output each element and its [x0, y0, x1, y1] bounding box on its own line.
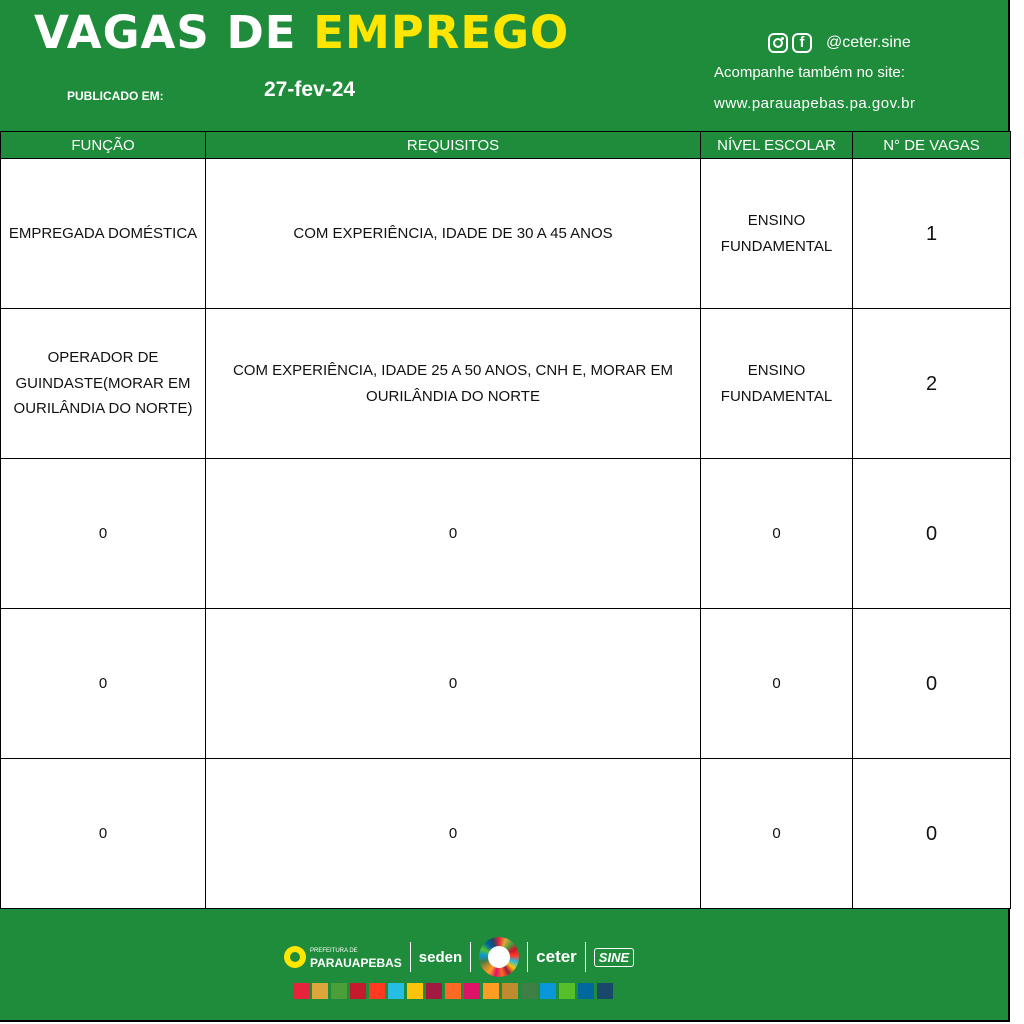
column-header-requisitos: REQUISITOS	[206, 132, 701, 159]
cell-funcao: 0	[1, 759, 206, 909]
cell-nivel: ENSINO FUNDAMENTAL	[701, 159, 853, 309]
sdg-icon	[578, 983, 594, 999]
cell-vagas: 1	[853, 159, 1011, 309]
prefeitura-logo	[284, 945, 402, 969]
title-white: VAGAS DE	[34, 6, 314, 59]
sdg-icon	[369, 983, 385, 999]
sdg-icon	[350, 983, 366, 999]
logo-divider	[470, 942, 471, 972]
cell-requisitos: 0	[206, 459, 701, 609]
table-row	[1, 609, 1011, 759]
facebook-icon[interactable]: f	[792, 33, 812, 53]
sdg-icon	[464, 983, 480, 999]
published-date: 27-fev-24	[264, 78, 356, 101]
cell-vagas: 0	[853, 459, 1011, 609]
parauapebas-logo-icon	[284, 946, 306, 968]
prefeitura-small-label: PREFEITURA DE	[310, 948, 358, 954]
column-header-vagas: N° DE VAGAS	[853, 132, 1011, 159]
prefeitura-label: PARAUAPEBAS	[310, 956, 402, 970]
logo-divider	[410, 942, 411, 972]
sdg-icon	[540, 983, 556, 999]
table-row	[1, 759, 1011, 909]
cell-vagas: 0	[853, 759, 1011, 909]
cell-nivel: 0	[701, 759, 853, 909]
seden-logo: seden	[418, 948, 463, 966]
column-header-nivel: NÍVEL ESCOLAR	[701, 132, 853, 159]
sdg-icon	[559, 983, 575, 999]
sine-logo: SINE	[594, 948, 634, 967]
social-links	[768, 30, 911, 56]
sdg-icon	[597, 983, 613, 999]
header	[0, 0, 1010, 131]
cell-requisitos: COM EXPERIÊNCIA, IDADE 25 A 50 ANOS, CNH E, MORAR EM OURILÂNDIA DO NORTE	[206, 309, 701, 459]
social-handle[interactable]: @ceter.sine	[826, 34, 911, 51]
sdg-icon	[521, 983, 537, 999]
table-row	[1, 159, 1011, 309]
cell-funcao: 0	[1, 609, 206, 759]
sdg-icon	[407, 983, 423, 999]
sdg-icon	[312, 983, 328, 999]
table-row	[1, 459, 1011, 609]
instagram-icon[interactable]	[768, 33, 788, 53]
column-header-funcao: FUNÇÃO	[1, 132, 206, 159]
published-label: PUBLICADO EM:	[67, 89, 164, 103]
table-header-row	[1, 132, 1011, 159]
logo-divider	[527, 942, 528, 972]
ceter-logo: ceter	[536, 947, 577, 966]
site-link[interactable]: www.parauapebas.pa.gov.br	[714, 95, 916, 112]
sdg-icon	[483, 983, 499, 999]
cell-funcao: EMPREGADA DOMÉSTICA	[1, 159, 206, 309]
sdg-icon	[445, 983, 461, 999]
follow-text: Acompanhe também no site:	[714, 64, 905, 81]
page-title	[34, 6, 569, 59]
cell-vagas: 0	[853, 609, 1011, 759]
sdg-icon	[502, 983, 518, 999]
sdg-icon	[331, 983, 347, 999]
sdg-goals-strip	[293, 983, 613, 1001]
sdg-icon	[293, 983, 309, 999]
desenvolve-wheel-icon	[479, 937, 519, 977]
cell-requisitos: COM EXPERIÊNCIA, IDADE DE 30 A 45 ANOS	[206, 159, 701, 309]
logo-divider	[585, 942, 586, 972]
partner-logos	[284, 937, 634, 977]
cell-nivel: 0	[701, 459, 853, 609]
cell-requisitos: 0	[206, 609, 701, 759]
sdg-icon	[388, 983, 404, 999]
jobs-table	[0, 131, 1011, 909]
table-row	[1, 309, 1011, 459]
cell-funcao: OPERADOR DE GUINDASTE(MORAR EM OURILÂNDIA DO NORTE)	[1, 309, 206, 459]
sdg-icon	[426, 983, 442, 999]
title-yellow: EMPREGO	[313, 6, 570, 59]
cell-vagas: 2	[853, 309, 1011, 459]
cell-funcao: 0	[1, 459, 206, 609]
cell-requisitos: 0	[206, 759, 701, 909]
cell-nivel: ENSINO FUNDAMENTAL	[701, 309, 853, 459]
footer	[0, 917, 1010, 1022]
cell-nivel: 0	[701, 609, 853, 759]
